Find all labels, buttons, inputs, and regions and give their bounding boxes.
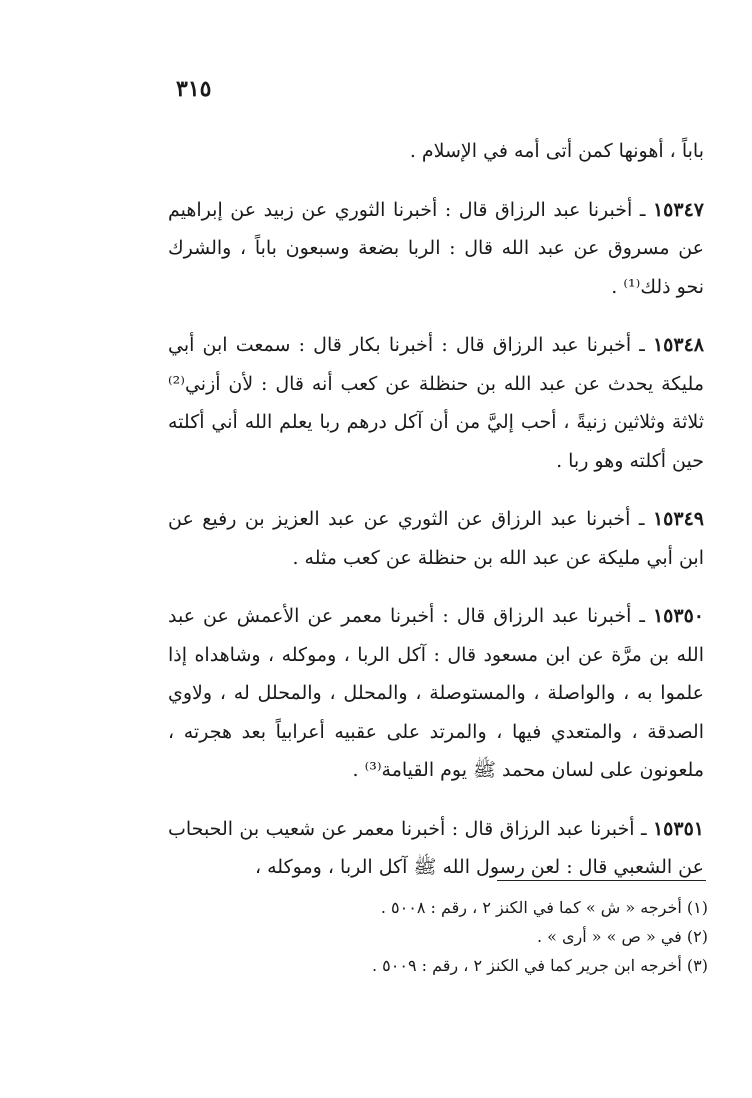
hadith-number: ١٥٣٥٠ [652, 605, 704, 627]
footnote-2: (٢) في « ص » « أرى » . [536, 927, 708, 946]
hadith-15348 [168, 326, 704, 480]
hadith-text: ـ أخبرنا عبد الرزاق قال : أخبرنا معمر عن الأعمش عن عبد الله بن مرَّة عن ابن مسعود قال : آكل الربا ، وموكله ، وشاهداه إذا علموا به ، والواصلة ، والمستوصلة ، والمحلل ، والمحلل له ، ولاوي الصدقة ، والمتعدي فيها ، والمرتد على عقبيه أعرابياً بعد هجرته ، ملعونون على لسان محمد ﷺ يوم القيامة⁽³⁾ . [168, 605, 704, 781]
footnote-divider [497, 880, 706, 881]
hadith-text: ـ أخبرنا عبد الرزاق قال : أخبرنا الثوري عن زبيد عن إبراهيم عن مسروق عن عبد الله قال : الربا بضعة وسبعون باباً ، والشرك نحو ذلك⁽¹⁾ . [168, 198, 704, 298]
footnotes [168, 893, 708, 980]
hadith-number: ١٥٣٥١ [652, 817, 704, 840]
main-text [168, 132, 704, 887]
footnote-1: (١) أخرجه « ش » كما في الكنز ٢ ، رقم : ٥٠٠٨ . [380, 898, 708, 917]
footnote-3: (٣) أخرجه ابن جرير كما في الكنز ٢ ، رقم : ٥٠٠٩ . [372, 956, 708, 975]
paragraph-text: باباً ، أهونها كمن أتى أمه في الإسلام . [409, 140, 704, 162]
hadith-15347 [168, 191, 704, 307]
paragraph-continuation [168, 132, 704, 171]
hadith-number: ١٥٣٤٩ [652, 508, 704, 530]
hadith-number: ١٥٣٤٨ [652, 334, 704, 356]
page-number: ٣١٥ [176, 76, 212, 102]
hadith-15350 [168, 597, 704, 790]
hadith-number: ١٥٣٤٧ [652, 198, 704, 221]
hadith-15349 [168, 500, 704, 577]
hadith-text: ـ أخبرنا عبد الرزاق عن الثوري عن عبد العزيز بن رفيع عن ابن أبي مليكة عن عبد الله بن حنظلة عن كعب مثله . [168, 508, 704, 569]
hadith-text: ـ أخبرنا عبد الرزاق قال : أخبرنا بكار قال : سمعت ابن أبي مليكة يحدث عن عبد الله بن حنظلة عن كعب أنه قال : لأن أزني⁽²⁾ ثلاثة وثلاثين زنيةً ، أحب إليَّ من أن آكل درهم ربا يعلم الله أني أكلته حين أكلته وهو ربا . [168, 334, 704, 472]
hadith-15351 [168, 810, 704, 887]
hadith-text: ـ أخبرنا عبد الرزاق قال : أخبرنا معمر عن شعيب بن الحبحاب عن الشعبي قال : لعن رسول الله ﷺ آكل الربا ، وموكله ، [168, 817, 704, 878]
